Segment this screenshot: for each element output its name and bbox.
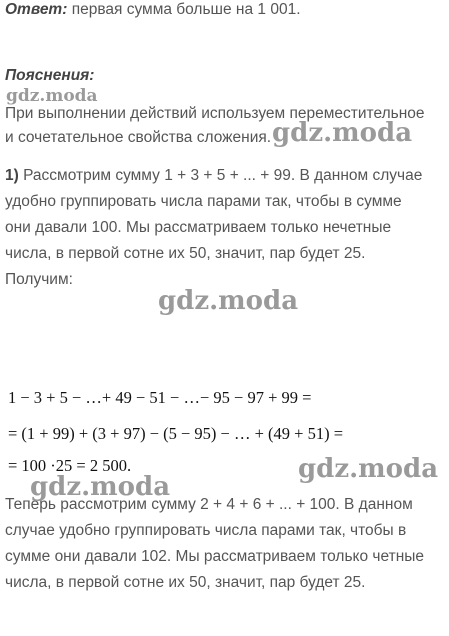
part1-line-3: они давали 100. Мы рассматриваем только нечетные bbox=[5, 219, 392, 236]
math-line-2: = (1 + 99) + (3 + 97) − (5 − 95) − … + (49 + 51) = bbox=[8, 424, 344, 443]
watermark-2: gdz.moda bbox=[272, 118, 413, 148]
part1-line-2: удобно группировать числа парами так, чтобы в сумме bbox=[5, 193, 402, 210]
watermark-1: gdz.moda bbox=[6, 86, 98, 106]
part1-number: 1) bbox=[5, 167, 19, 184]
watermark-5: gdz.moda bbox=[30, 472, 171, 502]
intro-line-2: и сочетательное свойства сложения. bbox=[5, 129, 272, 146]
explanation-heading: Пояснения: bbox=[5, 67, 95, 84]
part1-line-4: числа, в первой сотне их 50, значит, пар будет 25. bbox=[5, 245, 366, 262]
part1-line-1-text: Рассмотрим сумму 1 + 3 + 5 + ... + 99. В данном случае bbox=[18, 167, 423, 184]
answer-label: Ответ: bbox=[5, 1, 68, 18]
part2-line-1: Теперь рассмотрим сумму 2 + 4 + 6 + ... + 100. В данном bbox=[5, 496, 413, 513]
answer-text: первая сумма больше на 1 001. bbox=[67, 1, 301, 18]
part2-line-3: сумме они давали 102. Мы рассматриваем только четные bbox=[5, 548, 425, 565]
math-line-3: = 100 ·25 = 2 500. bbox=[8, 456, 132, 475]
part1-line-5: Получим: bbox=[5, 271, 73, 288]
intro-line-1: При выполнении действий используем переместительное bbox=[5, 105, 425, 122]
part1-line-1 bbox=[5, 166, 422, 186]
part2-line-4: числа, в первой сотне их 50, значит, пар будет 25. bbox=[5, 574, 366, 591]
answer-line bbox=[5, 0, 301, 20]
watermark-4: gdz.moda bbox=[298, 454, 439, 484]
watermark-3: gdz.moda bbox=[158, 286, 299, 316]
math-line-1: 1 − 3 + 5 − …+ 49 − 51 − …− 95 − 97 + 99 = bbox=[8, 388, 312, 407]
part2-line-2: случае удобно группировать числа парами так, чтобы в bbox=[5, 522, 407, 539]
